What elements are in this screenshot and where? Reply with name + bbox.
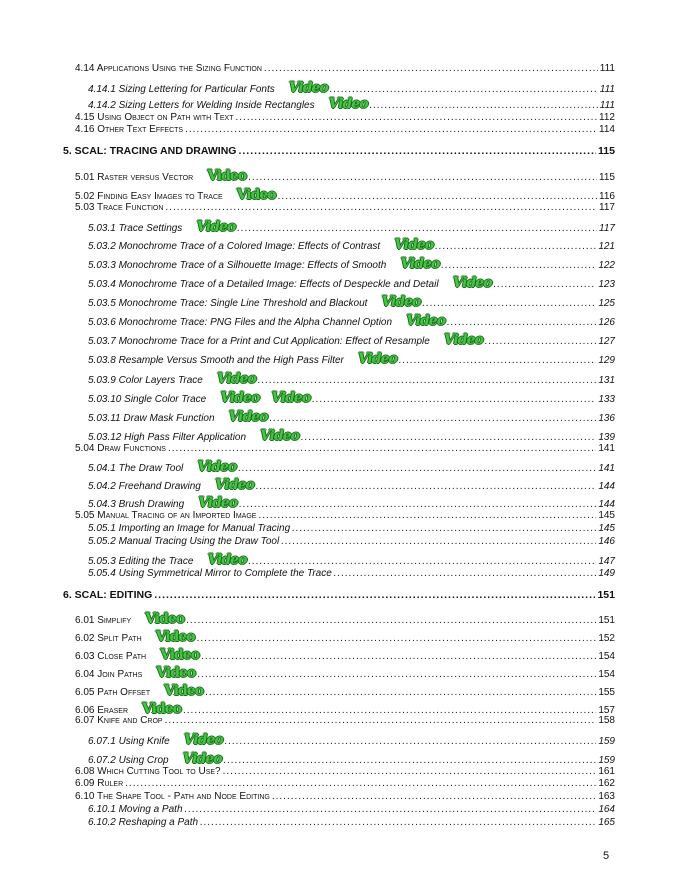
toc-page-number[interactable]: 133 — [598, 394, 615, 405]
toc-page-number[interactable]: 164 — [598, 804, 615, 815]
toc-entry-title[interactable]: 4.14.1 Sizing Lettering for Particular Fonts — [88, 84, 275, 95]
toc-entry[interactable] — [75, 443, 615, 455]
toc-entry-title[interactable]: 4.16 Other Text Effects — [75, 124, 184, 135]
video-link-icon[interactable]: Video — [220, 390, 260, 406]
toc-entry-title[interactable]: 6.03 Close Path — [75, 651, 147, 662]
dot-leader — [168, 443, 596, 455]
video-link-icon[interactable]: Video — [155, 629, 195, 645]
video-links — [237, 189, 276, 203]
toc-entry[interactable] — [88, 523, 615, 535]
video-links — [207, 170, 246, 184]
video-link-icon[interactable]: Video — [156, 665, 196, 681]
toc-page-number[interactable]: 136 — [598, 413, 615, 424]
toc-entry-title[interactable]: 6.06 Eraser — [75, 705, 129, 716]
toc-entry[interactable] — [75, 189, 615, 203]
video-links — [198, 497, 237, 511]
video-link-icon[interactable]: Video — [198, 495, 238, 511]
dot-leader — [435, 241, 596, 253]
toc-entry[interactable] — [75, 667, 615, 681]
dot-leader — [312, 394, 596, 406]
dot-leader — [258, 375, 596, 387]
toc-page-number[interactable]: 114 — [599, 124, 615, 135]
toc-page-number[interactable]: 145 — [598, 523, 615, 534]
dot-leader — [185, 124, 597, 136]
video-link-icon[interactable]: Video — [216, 371, 256, 387]
toc-entry-title[interactable]: 5. SCAL: TRACING AND DRAWING — [63, 145, 237, 157]
toc-entry[interactable] — [88, 817, 615, 829]
toc-entry[interactable] — [75, 631, 615, 645]
dot-leader — [258, 510, 596, 522]
toc-entry-title[interactable]: 5.05.1 Importing an Image for Manual Tracing — [88, 523, 291, 534]
toc-entry[interactable] — [63, 589, 615, 601]
toc-entry-title[interactable]: 5.02 Finding Easy Images to Trace — [75, 191, 223, 202]
dot-leader — [281, 536, 596, 548]
video-links — [145, 613, 184, 627]
video-links — [358, 353, 397, 367]
toc-entry[interactable] — [88, 353, 615, 367]
toc-entry[interactable] — [88, 82, 615, 96]
toc-entry-title[interactable]: 5.03.5 Monochrome Trace: Single Line Threshold and Blackout — [88, 298, 368, 309]
toc-page-number[interactable]: 159 — [598, 736, 615, 747]
dot-leader — [494, 279, 597, 291]
toc-page-number[interactable]: 157 — [598, 705, 615, 716]
video-link-icon[interactable]: Video — [271, 390, 311, 406]
video-link-icon[interactable]: Video — [197, 459, 237, 475]
dot-leader — [264, 63, 598, 75]
video-links — [260, 430, 299, 444]
toc-entry-title[interactable]: 5.03.2 Monochrome Trace of a Colored Image: Effects of Contrast — [88, 241, 381, 252]
video-links — [400, 258, 439, 272]
dot-leader — [197, 669, 596, 681]
video-links — [156, 667, 195, 681]
toc-page-number[interactable]: 115 — [599, 172, 615, 183]
video-link-icon[interactable]: Video — [381, 294, 421, 310]
toc-entry-title[interactable]: 4.15 Using Object on Path with Text — [75, 112, 234, 123]
toc-page-number[interactable]: 146 — [598, 536, 615, 547]
toc-entry-title[interactable]: 6.10.1 Moving a Path — [88, 804, 183, 815]
dot-leader — [165, 202, 597, 214]
toc-entry-title[interactable]: 5.03.1 Trace Settings — [88, 223, 183, 234]
toc-entry[interactable] — [88, 753, 615, 767]
toc-entry-title[interactable]: 4.14.2 Sizing Letters for Welding Inside Rectangles — [88, 100, 315, 111]
toc-entry[interactable] — [75, 715, 615, 727]
toc-page-number[interactable]: 111 — [599, 84, 615, 95]
toc-entry-title[interactable]: 5.04.2 Freehand Drawing — [88, 481, 201, 492]
toc-entry-title[interactable]: 5.03.7 Monochrome Trace for a Print and Cut Application: Effect of Resample — [88, 336, 430, 347]
toc-entry-title[interactable]: 5.03.8 Resample Versus Smooth and the High Pass Filter — [88, 355, 344, 366]
toc-entry[interactable] — [75, 685, 615, 699]
toc-entry-title[interactable]: 5.03.6 Monochrome Trace: PNG Files and the Alpha Channel Option — [88, 317, 393, 328]
toc-page-number[interactable]: 111 — [599, 100, 615, 111]
video-links — [160, 649, 199, 663]
toc-entry[interactable] — [75, 778, 615, 790]
toc-entry[interactable] — [88, 258, 615, 272]
toc-page-number[interactable]: 151 — [598, 615, 615, 626]
dot-leader — [200, 817, 596, 829]
toc-entry[interactable] — [88, 411, 615, 425]
toc-entry-title[interactable]: 6.07.1 Using Knife — [88, 736, 170, 747]
video-links — [381, 296, 420, 310]
dot-leader — [237, 223, 597, 235]
toc-entry-title[interactable]: 6.07.2 Using Crop — [88, 755, 169, 766]
dot-leader — [248, 172, 597, 184]
toc-page-number[interactable]: 121 — [598, 241, 615, 252]
toc-entry-title[interactable]: 5.01 Raster versus Vector — [75, 172, 194, 183]
toc-page-number[interactable]: 129 — [598, 355, 615, 366]
toc-page-number[interactable]: 122 — [598, 260, 615, 271]
video-link-icon[interactable]: Video — [228, 409, 268, 425]
video-links — [289, 82, 328, 96]
toc-entry[interactable] — [63, 145, 615, 157]
toc-page-number[interactable]: 112 — [599, 112, 615, 123]
video-link-icon[interactable]: Video — [400, 256, 440, 272]
video-link-icon[interactable]: Video — [328, 96, 368, 112]
toc-page-number[interactable]: 115 — [598, 145, 615, 157]
dot-leader — [197, 633, 597, 645]
toc-page-number[interactable]: 162 — [598, 778, 615, 789]
toc-entry[interactable] — [75, 649, 615, 663]
toc-entry-title[interactable]: 5.05.3 Editing the Trace — [88, 556, 194, 567]
toc-entry-title[interactable]: 5.05.2 Manual Tracing Using the Draw Tool — [88, 536, 280, 547]
toc-page-number[interactable]: 155 — [598, 687, 615, 698]
video-link-icon[interactable]: Video — [357, 351, 397, 367]
dot-leader — [370, 100, 598, 112]
toc-entry-title[interactable]: 5.04.3 Brush Drawing — [88, 499, 185, 510]
video-links — [184, 734, 223, 748]
toc-page-number[interactable]: 117 — [599, 202, 615, 213]
toc-entry[interactable] — [88, 221, 615, 235]
video-link-icon[interactable]: Video — [182, 751, 222, 767]
toc-entry-title[interactable]: 6.05 Path Offset — [75, 687, 151, 698]
dot-leader — [165, 715, 597, 727]
toc-entry[interactable] — [88, 430, 615, 444]
toc-page-number[interactable]: 144 — [598, 481, 615, 492]
video-links — [197, 461, 236, 475]
toc-entry-title[interactable]: 6.04 Join Paths — [75, 669, 143, 680]
dot-leader — [236, 112, 598, 124]
toc-entry-title[interactable]: 5.03.10 Single Color Trace — [88, 394, 207, 405]
video-links — [220, 392, 310, 406]
video-link-icon[interactable]: Video — [196, 219, 236, 235]
toc-entry[interactable] — [88, 734, 615, 748]
toc-entry-title[interactable]: 5.05 Manual Tracing of an Imported Image — [75, 510, 257, 521]
dot-leader — [185, 804, 597, 816]
toc-entry-title[interactable]: 5.03 Trace Function — [75, 202, 164, 213]
dot-leader — [248, 556, 596, 568]
toc-entry-title[interactable]: 5.03.9 Color Layers Trace — [88, 375, 203, 386]
toc-entry-title[interactable]: 5.05.4 Using Symmetrical Mirror to Complete the Trace — [88, 568, 332, 579]
toc-page-number[interactable]: 145 — [598, 510, 615, 521]
toc-entry[interactable] — [75, 791, 615, 803]
dot-leader — [154, 589, 595, 601]
page-number: 5 — [603, 850, 610, 862]
toc-entry[interactable] — [75, 124, 615, 136]
toc-entry[interactable] — [75, 613, 615, 627]
toc-page-number[interactable]: 131 — [598, 375, 615, 386]
dot-leader — [238, 463, 596, 475]
toc-entry[interactable] — [88, 554, 615, 568]
toc-entry-title[interactable]: 6.09 Ruler — [75, 778, 124, 789]
video-link-icon[interactable]: Video — [443, 332, 483, 348]
toc-entry[interactable] — [75, 170, 615, 184]
dot-leader — [292, 523, 596, 535]
toc-page-number[interactable]: 141 — [598, 443, 615, 454]
video-links — [215, 479, 254, 493]
toc-entry[interactable] — [88, 277, 615, 291]
dot-leader — [125, 778, 596, 790]
video-link-icon[interactable]: Video — [214, 477, 254, 493]
toc-page-number[interactable]: 151 — [597, 589, 615, 601]
toc-entry[interactable] — [88, 334, 615, 348]
toc-entry[interactable] — [88, 461, 615, 475]
toc-entry[interactable] — [88, 373, 615, 387]
dot-leader — [225, 736, 597, 748]
toc-entry[interactable] — [88, 479, 615, 493]
toc-page-number[interactable]: 152 — [598, 633, 615, 644]
video-link-icon[interactable]: Video — [145, 611, 185, 627]
toc-entry-title[interactable]: 6.02 Split Path — [75, 633, 142, 644]
video-link-icon[interactable]: Video — [207, 552, 247, 568]
toc-page-number[interactable]: 139 — [598, 432, 615, 443]
video-link-icon[interactable]: Video — [142, 701, 181, 717]
dot-leader — [256, 481, 596, 493]
dot-leader — [186, 615, 596, 627]
video-links — [394, 239, 433, 253]
toc-entry-title[interactable]: 6. SCAL: EDITING — [63, 589, 153, 601]
toc-entry[interactable] — [88, 392, 615, 406]
toc-entry-title[interactable]: 5.03.11 Draw Mask Function — [88, 413, 215, 424]
video-link-icon[interactable]: Video — [160, 647, 200, 663]
toc-entry[interactable] — [88, 568, 615, 580]
toc-entry-title[interactable]: 5.03.4 Monochrome Trace of a Detailed Image: Effects of Despeckle and Detail — [88, 279, 439, 290]
toc-page-number[interactable]: 163 — [598, 791, 615, 802]
toc-entry-title[interactable]: 6.08 Which Cutting Tool to Use? — [75, 766, 221, 777]
toc-entry[interactable] — [75, 766, 615, 778]
toc-entry[interactable] — [88, 497, 615, 511]
video-links — [444, 334, 483, 348]
dot-leader — [201, 651, 596, 663]
toc-page-number[interactable]: 123 — [598, 279, 615, 290]
toc-entry[interactable] — [75, 510, 615, 522]
video-link-icon[interactable]: Video — [236, 187, 276, 203]
toc-page-number[interactable]: 126 — [598, 317, 615, 328]
video-link-icon[interactable]: Video — [452, 275, 492, 291]
dot-leader — [447, 317, 596, 329]
toc-entry[interactable] — [88, 98, 615, 112]
toc-page-number[interactable]: 154 — [598, 669, 615, 680]
toc-entry-title[interactable]: 6.07 Knife and Crop — [75, 715, 163, 726]
video-links — [196, 221, 235, 235]
video-links — [156, 631, 195, 645]
toc-page-number[interactable]: 125 — [598, 298, 615, 309]
toc-entry[interactable] — [88, 296, 615, 310]
video-links — [164, 685, 203, 699]
toc-entry[interactable] — [75, 202, 615, 214]
toc-page-number[interactable]: 161 — [598, 766, 615, 777]
video-links — [217, 373, 256, 387]
video-link-icon[interactable]: Video — [260, 428, 300, 444]
dot-leader — [399, 355, 596, 367]
toc-entry-title[interactable]: 6.10 The Shape Tool - Path and Node Editing — [75, 791, 270, 802]
video-link-icon[interactable]: Video — [394, 237, 434, 253]
dot-leader — [223, 766, 597, 778]
toc-page-number[interactable]: 141 — [598, 463, 615, 474]
dot-leader — [422, 298, 596, 310]
toc-entry[interactable] — [75, 112, 615, 124]
toc-entry[interactable] — [88, 536, 615, 548]
video-links — [207, 554, 246, 568]
dot-leader — [330, 84, 598, 96]
dot-leader — [272, 791, 596, 803]
dot-leader — [485, 336, 597, 348]
toc-entry-title[interactable]: 6.10.2 Reshaping a Path — [88, 817, 199, 828]
dot-leader — [270, 413, 597, 425]
dot-leader — [238, 145, 596, 157]
toc-entry-title[interactable]: 5.04 Draw Functions — [75, 443, 166, 454]
toc-page-number[interactable]: 154 — [598, 651, 615, 662]
video-links — [183, 753, 222, 767]
toc-entry[interactable] — [88, 315, 615, 329]
toc-page-number[interactable]: 144 — [598, 499, 615, 510]
video-link-icon[interactable]: Video — [288, 80, 328, 96]
dot-leader — [205, 687, 596, 699]
toc-page-number[interactable]: 158 — [598, 715, 615, 726]
video-link-icon[interactable]: Video — [406, 313, 446, 329]
toc-entry-title[interactable]: 5.04.1 The Draw Tool — [88, 463, 184, 474]
video-link-icon[interactable]: Video — [164, 683, 204, 699]
toc-page-number[interactable]: 165 — [598, 817, 615, 828]
toc-entry[interactable] — [75, 63, 615, 75]
toc-page-number[interactable]: 149 — [598, 568, 615, 579]
video-links — [406, 315, 445, 329]
toc-entry-title[interactable]: 5.03.3 Monochrome Trace of a Silhouette Image: Effects of Smooth — [88, 260, 387, 271]
video-links — [329, 98, 368, 112]
video-link-icon[interactable]: Video — [183, 732, 223, 748]
toc-page-number[interactable]: 159 — [598, 755, 615, 766]
dot-leader — [441, 260, 596, 272]
toc-entry-title[interactable]: 6.01 Simplify — [75, 615, 132, 626]
toc-entry[interactable] — [88, 239, 615, 253]
video-links — [453, 277, 492, 291]
video-links — [229, 411, 268, 425]
dot-leader — [334, 568, 597, 580]
toc-entry-title[interactable]: 5.03.12 High Pass Filter Application — [88, 432, 247, 443]
video-link-icon[interactable]: Video — [207, 168, 247, 184]
toc-page-number[interactable]: 111 — [599, 63, 615, 74]
toc-page-number[interactable]: 147 — [598, 556, 615, 567]
toc-page-number[interactable]: 127 — [598, 336, 615, 347]
toc-page-number[interactable]: 117 — [599, 223, 615, 234]
toc-entry-title[interactable]: 4.14 Applications Using the Sizing Function — [75, 63, 262, 74]
toc-entry[interactable] — [88, 804, 615, 816]
toc-page-number[interactable]: 116 — [599, 191, 615, 202]
